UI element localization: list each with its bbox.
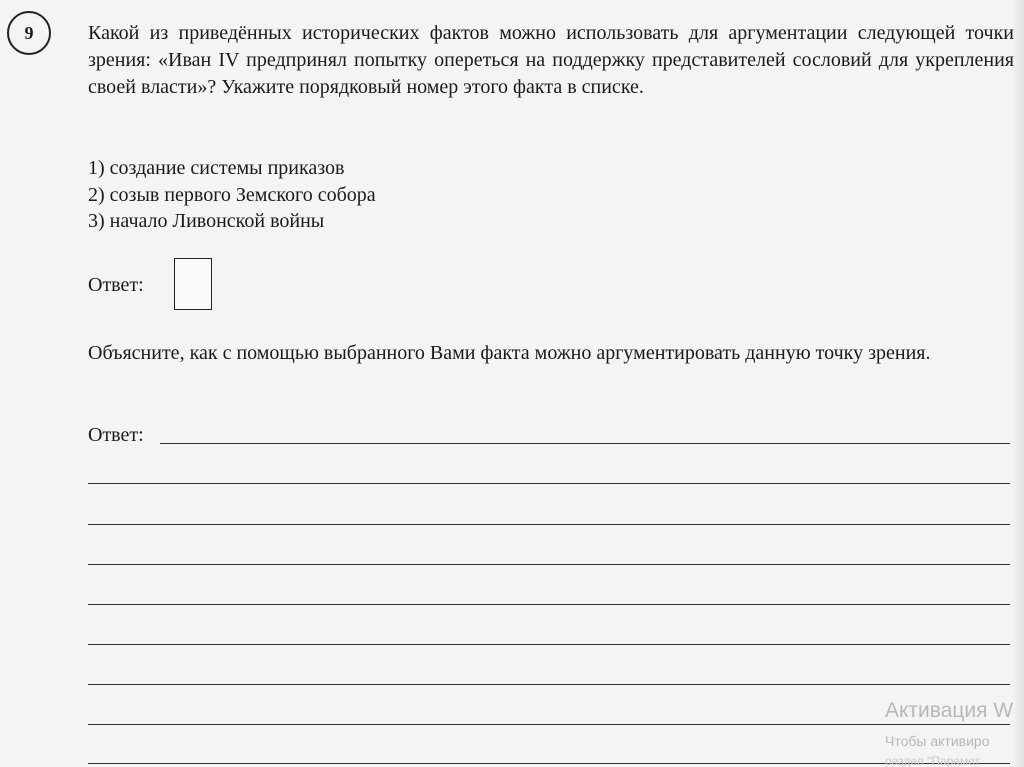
- answer-line[interactable]: [88, 684, 1010, 685]
- activation-watermark-title: Активация W: [885, 699, 1014, 722]
- option-item: 3) начало Ливонской войны: [88, 210, 325, 232]
- answer-label-short: Ответ:: [88, 274, 144, 296]
- answer-label-long: Ответ:: [88, 424, 144, 446]
- task-number: 9: [24, 22, 34, 43]
- answer-line[interactable]: [88, 483, 1010, 484]
- options-list: [88, 155, 376, 235]
- option-item: 1) создание системы приказов: [88, 157, 345, 179]
- activation-watermark-subtitle: Чтобы активиро: [885, 733, 990, 749]
- question-text: Какой из приведённых исторических фактов можно использовать для аргументации следующей точки зрения: «Иван IV предпринял попытку опереться на поддержку представителей сословий для укрепления своей власти»? Укажите порядковый номер этого факта в списке.: [88, 22, 1014, 98]
- answer-line[interactable]: [88, 604, 1010, 605]
- answer-line[interactable]: [88, 524, 1010, 525]
- task-number-badge: [7, 11, 51, 55]
- answer-line[interactable]: [160, 443, 1010, 444]
- answer-line[interactable]: [88, 644, 1010, 645]
- explain-prompt: Объясните, как с помощью выбранного Вами факта можно аргументировать данную точку зрения.: [88, 342, 931, 364]
- option-item: 2) созыв первого Земского собора: [88, 183, 376, 206]
- answer-box[interactable]: [174, 258, 212, 310]
- page-edge-shadow: [1012, 0, 1024, 767]
- activation-watermark-subtitle-2: раздел "Парамет: [885, 754, 980, 767]
- answer-line[interactable]: [88, 564, 1010, 565]
- answer-line[interactable]: [88, 763, 1010, 764]
- answer-line[interactable]: [88, 724, 1010, 725]
